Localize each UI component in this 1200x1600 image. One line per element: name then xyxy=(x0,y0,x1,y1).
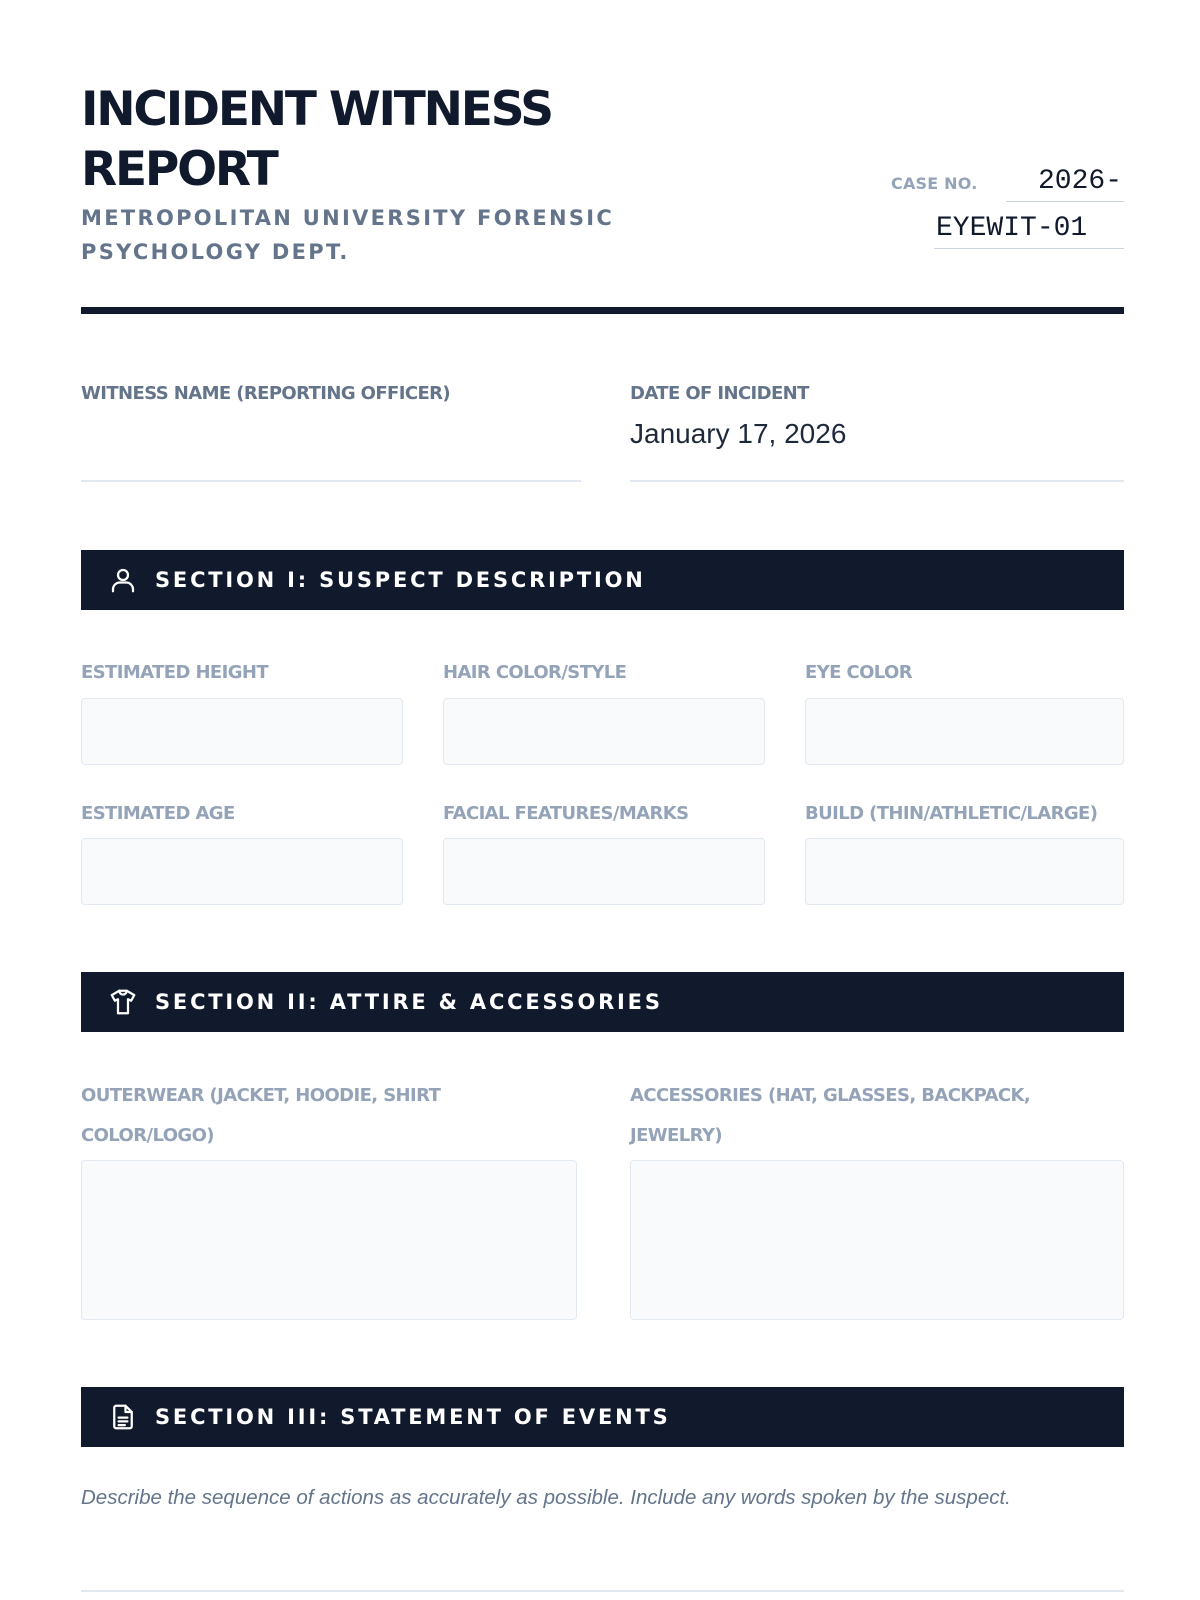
department-subtitle: METROPOLITAN UNIVERSITY FORENSIC PSYCHOLOGY DEPT. xyxy=(81,206,615,264)
section-attire-header xyxy=(81,972,1124,1032)
build-input[interactable] xyxy=(805,838,1124,905)
date-of-incident-label: DATE OF INCIDENT xyxy=(630,383,809,404)
estimated-age-label: ESTIMATED AGE xyxy=(81,803,235,824)
eye-color-label: EYE COLOR xyxy=(805,662,912,683)
section-attire-title: SECTION II: ATTIRE & ACCESSORIES xyxy=(155,990,663,1014)
outerwear-textarea[interactable] xyxy=(81,1160,577,1320)
section-statement-title: SECTION III: STATEMENT OF EVENTS xyxy=(155,1405,671,1429)
case-number-field-line2[interactable]: EYEWIT-01 xyxy=(934,210,1124,249)
witness-name-label: WITNESS NAME (REPORTING OFFICER) xyxy=(81,383,451,404)
estimated-height-label: ESTIMATED HEIGHT xyxy=(81,662,269,683)
header-divider xyxy=(81,307,1124,314)
case-number-label: CASE NO. xyxy=(891,174,978,193)
person-icon xyxy=(108,565,138,595)
report-title: INCIDENT WITNESS REPORT xyxy=(81,82,552,197)
document-icon xyxy=(108,1402,138,1432)
statement-instruction: Describe the sequence of actions as accurately as possible. Include any words spoken by the suspect. xyxy=(81,1486,1011,1509)
witness-name-input[interactable] xyxy=(81,412,581,452)
case-number-field-line1[interactable]: 2026- xyxy=(1006,164,1124,202)
estimated-height-input[interactable] xyxy=(81,698,403,765)
accessories-label: ACCESSORIES (HAT, GLASSES, BACKPACK, JEWELRY) xyxy=(630,1085,1031,1146)
hair-color-style-input[interactable] xyxy=(443,698,765,765)
hair-color-style-label: HAIR COLOR/STYLE xyxy=(443,662,627,683)
shirt-icon xyxy=(108,987,138,1017)
estimated-age-input[interactable] xyxy=(81,838,403,905)
section-suspect-description-header xyxy=(81,550,1124,610)
statement-input-line[interactable] xyxy=(81,1590,1124,1592)
witness-name-underline xyxy=(81,480,581,482)
facial-features-input[interactable] xyxy=(443,838,765,905)
eye-color-input[interactable] xyxy=(805,698,1124,765)
date-of-incident-input[interactable]: January 17, 2026 xyxy=(630,418,847,449)
section-statement-header xyxy=(81,1387,1124,1447)
outerwear-label: OUTERWEAR (JACKET, HOODIE, SHIRT COLOR/LOGO) xyxy=(81,1085,441,1146)
accessories-textarea[interactable] xyxy=(630,1160,1124,1320)
date-of-incident-underline xyxy=(630,480,1124,482)
section-suspect-description-title: SECTION I: SUSPECT DESCRIPTION xyxy=(155,568,646,592)
facial-features-label: FACIAL FEATURES/MARKS xyxy=(443,803,689,824)
build-label: BUILD (THIN/ATHLETIC/LARGE) xyxy=(805,803,1098,824)
